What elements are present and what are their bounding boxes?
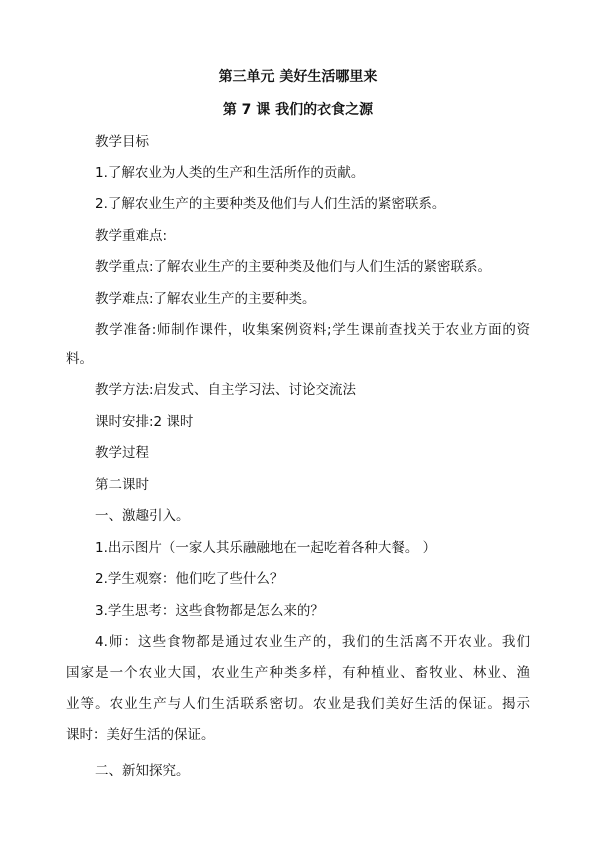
- step-heading: 二、新知探究。: [95, 763, 190, 779]
- teacher-paragraph-continued: 国家是一个农业大国，农业生产种类多样，有种植业、畜牧业、林业、渔: [66, 665, 530, 681]
- section-heading-objectives: 教学目标: [95, 134, 149, 150]
- unit-title: 第三单元 美好生活哪里来: [218, 69, 378, 85]
- key-point-text: 教学重点:了解农业生产的主要种类及他们与人们生活的紧密联系。: [95, 259, 492, 275]
- step-item: 2.学生观察：他们吃了些什么？: [95, 571, 284, 587]
- teaching-methods-text: 教学方法:启发式、自主学习法、讨论交流法: [95, 382, 357, 398]
- section-heading-key-points: 教学重难点:: [95, 228, 168, 244]
- preparation-text: 教学准备:师制作课件，收集案例资料;学生课前查找关于农业方面的资: [95, 322, 530, 338]
- teacher-paragraph: 4.师：这些食物都是通过农业生产的，我们的生活离不开农业。我们: [95, 634, 530, 650]
- section-heading-process: 教学过程: [95, 445, 149, 461]
- lesson-period-heading: 第二课时: [95, 477, 149, 493]
- lesson-title: 第 7 课 我们的衣食之源: [222, 102, 374, 118]
- step-heading: 一、激趣引入。: [95, 508, 190, 524]
- difficult-point-text: 教学难点:了解农业生产的主要种类。: [95, 291, 316, 307]
- objective-item: 2.了解农业生产的主要种类及他们与人们生活的紧密联系。: [95, 196, 446, 212]
- objective-item: 1.了解农业为人类的生产和生活所作的贡献。: [95, 165, 365, 181]
- preparation-text-continued: 料。: [66, 351, 93, 367]
- step-item: 1.出示图片（一家人其乐融融地在一起吃着各种大餐。 ）: [95, 540, 437, 556]
- teacher-paragraph-continued: 业等。农业生产与人们生活联系密切。农业是我们美好生活的保证。揭示: [66, 696, 530, 712]
- teacher-paragraph-continued: 课时：美好生活的保证。: [66, 727, 215, 743]
- schedule-text: 课时安排:2 课时: [95, 414, 194, 430]
- step-item: 3.学生思考：这些食物都是怎么来的？: [95, 603, 324, 619]
